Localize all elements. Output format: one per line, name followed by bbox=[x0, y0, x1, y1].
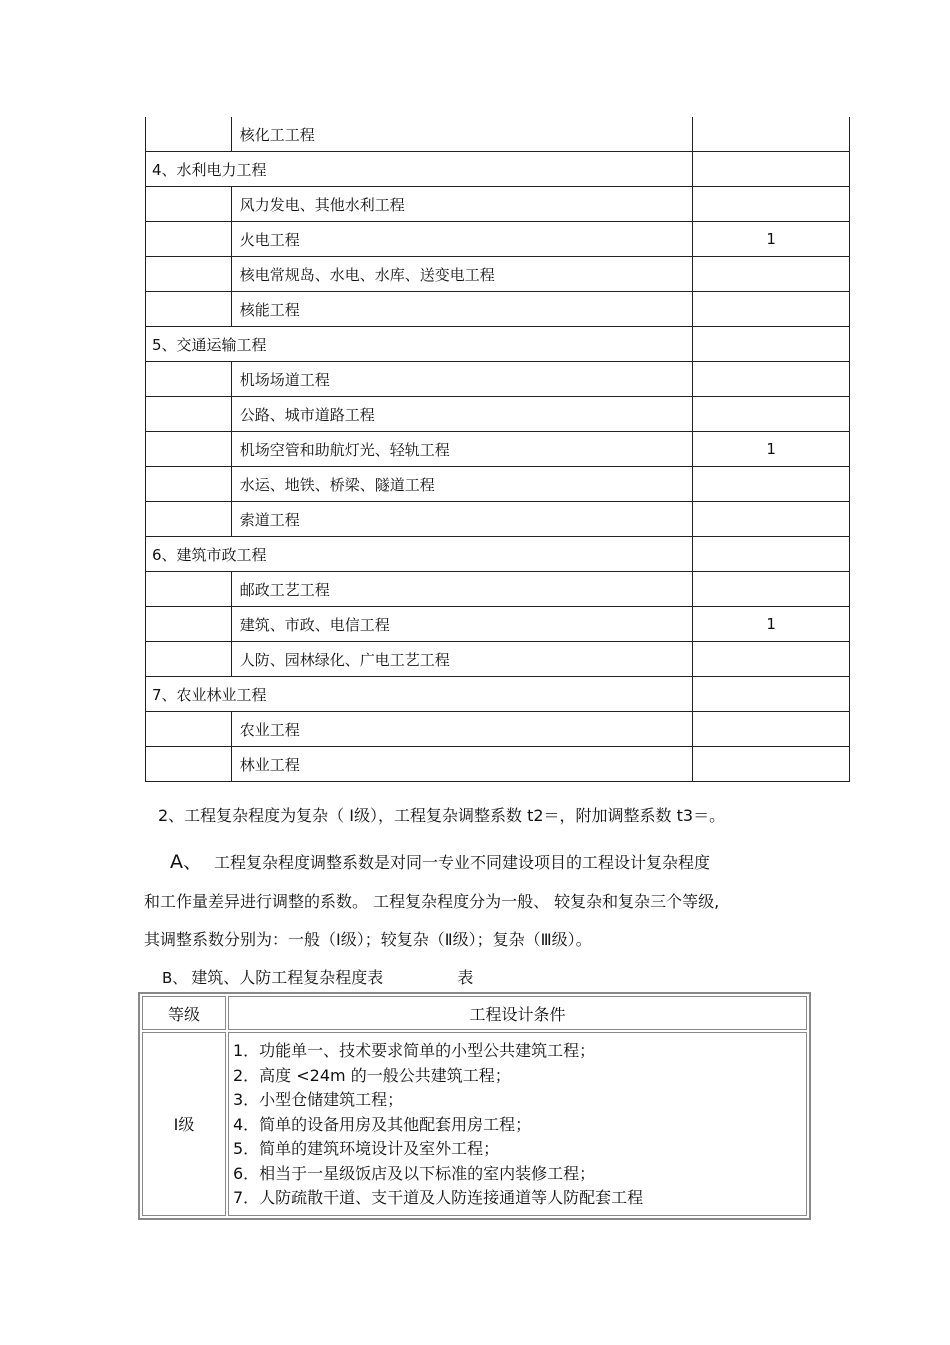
item-label: 机场空管和助航灯光、轻轨工程 bbox=[231, 432, 693, 467]
table-row bbox=[146, 222, 850, 257]
condition-item: 1．功能单一、技术要求简单的小型公共建筑工程； bbox=[233, 1041, 596, 1060]
item-value bbox=[693, 327, 850, 362]
item-label: 人防、园林绿化、广电工艺工程 bbox=[231, 642, 693, 677]
item-label: 建筑、市政、电信工程 bbox=[231, 607, 693, 642]
conditions-cell bbox=[228, 1032, 807, 1216]
table-caption bbox=[162, 965, 473, 988]
empty-cell bbox=[146, 187, 232, 222]
item-label: 核电常规岛、水电、水库、送变电工程 bbox=[231, 257, 693, 292]
table-row bbox=[146, 712, 850, 747]
condition-item: 4．简单的设备用房及其他配套用房工程； bbox=[233, 1114, 532, 1134]
condition-item: 2．高度 <24m 的一般公共建筑工程； bbox=[233, 1065, 511, 1085]
item-label: 核化工工程 bbox=[231, 117, 693, 152]
table-row bbox=[146, 257, 850, 292]
table-row bbox=[146, 397, 850, 432]
table-row bbox=[146, 642, 850, 677]
table-row bbox=[146, 572, 850, 607]
table-header-row bbox=[142, 996, 807, 1030]
item-label: 索道工程 bbox=[231, 502, 693, 537]
item-label: 农业工程 bbox=[231, 712, 693, 747]
table-row bbox=[146, 432, 850, 467]
item-value bbox=[693, 152, 850, 187]
condition-item: 3．小型仓储建筑工程； bbox=[233, 1090, 404, 1109]
table-row bbox=[146, 117, 850, 152]
table-caption-text: 建筑、人防工程复杂程度表 bbox=[191, 968, 384, 987]
table-row bbox=[146, 467, 850, 502]
table-row bbox=[146, 607, 850, 642]
table-row bbox=[146, 747, 850, 782]
condition-item: 5．简单的建筑环境设计及室外工程； bbox=[233, 1139, 500, 1158]
item-value bbox=[693, 187, 850, 222]
category-label: 6、建筑市政工程 bbox=[146, 537, 693, 572]
item-value bbox=[693, 747, 850, 782]
table-row bbox=[146, 187, 850, 222]
item-label: 火电工程 bbox=[231, 222, 693, 257]
item-value bbox=[693, 677, 850, 712]
complexity-level-table bbox=[138, 992, 811, 1220]
category-row bbox=[146, 327, 850, 362]
paragraph-b-mark: B、 bbox=[162, 969, 188, 987]
table-caption-suffix: 表 bbox=[457, 968, 474, 987]
empty-cell bbox=[146, 467, 232, 502]
item-value bbox=[693, 117, 850, 152]
complexity-statement: 2、工程复杂程度为复杂（ Ⅰ级），工程复杂调整系数 t2＝，附加调整系数 t3＝。 bbox=[158, 806, 726, 825]
empty-cell bbox=[146, 642, 232, 677]
table-row bbox=[146, 292, 850, 327]
paragraph-a-mark: A、 bbox=[170, 851, 202, 873]
item-value: 1 bbox=[693, 432, 850, 467]
paragraph-a-line1 bbox=[170, 847, 710, 874]
item-value bbox=[693, 292, 850, 327]
item-value bbox=[693, 397, 850, 432]
empty-cell bbox=[146, 572, 232, 607]
item-label: 公路、城市道路工程 bbox=[231, 397, 693, 432]
category-label: 4、水利电力工程 bbox=[146, 152, 693, 187]
empty-cell bbox=[146, 432, 232, 467]
table-row bbox=[146, 502, 850, 537]
item-value bbox=[693, 642, 850, 677]
empty-cell bbox=[146, 222, 232, 257]
item-value bbox=[693, 502, 850, 537]
category-row bbox=[146, 677, 850, 712]
item-value: 1 bbox=[693, 222, 850, 257]
category-row bbox=[146, 537, 850, 572]
condition-item: 7．人防疏散干道、支干道及人防连接通道等人防配套工程 bbox=[233, 1188, 644, 1207]
item-label: 林业工程 bbox=[231, 747, 693, 782]
empty-cell bbox=[146, 607, 232, 642]
level-cell: Ⅰ级 bbox=[142, 1032, 226, 1216]
item-value bbox=[693, 362, 850, 397]
category-label: 5、交通运输工程 bbox=[146, 327, 693, 362]
empty-cell bbox=[146, 747, 232, 782]
empty-cell bbox=[146, 397, 232, 432]
item-label: 水运、地铁、桥梁、隧道工程 bbox=[231, 467, 693, 502]
empty-cell bbox=[146, 712, 232, 747]
table-row bbox=[146, 362, 850, 397]
empty-cell bbox=[146, 257, 232, 292]
item-value bbox=[693, 257, 850, 292]
item-label: 核能工程 bbox=[231, 292, 693, 327]
empty-cell bbox=[146, 362, 232, 397]
item-label: 风力发电、其他水利工程 bbox=[231, 187, 693, 222]
empty-cell bbox=[146, 292, 232, 327]
item-value bbox=[693, 537, 850, 572]
item-value bbox=[693, 572, 850, 607]
item-label: 邮政工艺工程 bbox=[231, 572, 693, 607]
paragraph-a-text: 工程复杂程度调整系数是对同一专业不同建设项目的工程设计复杂程度 bbox=[214, 853, 711, 872]
category-label: 7、农业林业工程 bbox=[146, 677, 693, 712]
item-value bbox=[693, 467, 850, 502]
category-row bbox=[146, 152, 850, 187]
table-row bbox=[142, 1032, 807, 1216]
empty-cell bbox=[146, 117, 232, 152]
item-value: 1 bbox=[693, 607, 850, 642]
condition-item: 6．相当于一星级饭店及以下标准的室内装修工程； bbox=[233, 1163, 596, 1183]
item-value bbox=[693, 712, 850, 747]
paragraph-a-line3: 其调整系数分别为：一般（Ⅰ级）；较复杂（Ⅱ级）；复杂（Ⅲ级）。 bbox=[144, 930, 592, 949]
header-level: 等级 bbox=[142, 996, 226, 1030]
item-label: 机场场道工程 bbox=[231, 362, 693, 397]
paragraph-a-line2: 和工作量差异进行调整的系数。 工程复杂程度分为一般、 较复杂和复杂三个等级, bbox=[144, 892, 720, 911]
empty-cell bbox=[146, 502, 232, 537]
engineering-category-table bbox=[145, 117, 850, 782]
header-conditions: 工程设计条件 bbox=[228, 996, 807, 1030]
